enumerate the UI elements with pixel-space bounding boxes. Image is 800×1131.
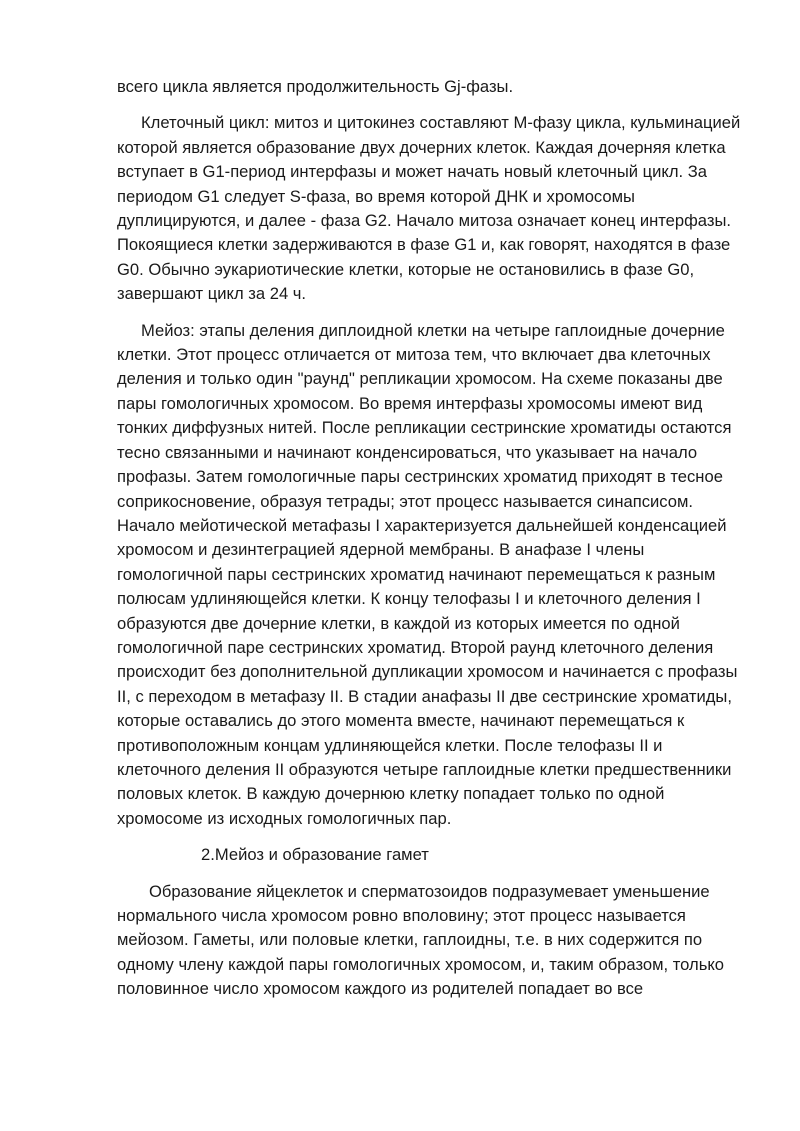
paragraph-gametes: Образование яйцеклеток и сперматозоидов подразумевает уменьшение нормального числа хромосом ровно вполовину; этот процесс называется мейозом. Гаметы, или половые клетки, гаплоидны, т.е. в них содержится по одному члену каждой пары гомологичных хромосом, и, таким образом, только половинное число хромосом каждого из родителей попадает во все xyxy=(117,881,725,999)
section-heading: 2.Мейоз и образование гамет xyxy=(201,845,429,865)
paragraph-cell-cycle: Клеточный цикл: митоз и цитокинез составляют М-фазу цикла, кульминацией которой является образование двух дочерних клеток. Каждая дочерняя клетка вступает в G1-период интерфазы и может начать новый клеточный цикл. За периодом G1 следует S-фаза, во время которой ДНК и хромосомы дуплицируются, и далее - фаза G2. Начало митоза означает конец интерфазы. Покоящиеся клетки задерживаются в фазе G1 и, как говорят, находятся в фазе G0. Обычно эукариотические клетки, которые не остановились в фазе G0, завершают цикл за 24 ч. xyxy=(117,113,741,304)
document-body xyxy=(117,75,745,1014)
paragraph-continuation: всего цикла является продолжительность Gj-фазы. xyxy=(117,77,514,96)
paragraph-meiosis: Мейоз: этапы деления диплоидной клетки на четыре гаплоидные дочерние клетки. Этот процесс отличается от митоза тем, что включает два клеточных деления и только один "раунд" репликации хромосом. На схеме показаны две пары гомологичных хромосом. Во время интерфазы хромосомы имеют вид тонких диффузных нитей. После репликации сестринские хроматиды остаются тесно связанными и начинают конденсироваться, что указывает на начало профазы. Затем гомологичные пары сестринских хроматид приходят в тесное соприкосновение, образуя тетрады; этот процесс называется синапсисом. Начало мейотической метафазы I характеризуется дальнейшей конденсацией хромосом и дезинтеграцией ядерной мембраны. В анафазе I члены гомологичной пары сестринских хроматид начинают перемещаться к разным полюсам удлиняющейся клетки. К концу телофазы I и клеточного деления I образуются две дочерние клетки, в каждой из которых имеется по одной гомологичной паре сестринских хроматид. Второй раунд клеточного деления происходит без дополнительной дупликации хромосом и начинается с профазы II, с переходом в метафазу II. В стадии анафазы II две сестринские хроматиды, которые оставались до этого момента вместе, начинают перемещаться к противоположным концам удлиняющейся клетки. После телофазы II и клеточного деления II образуются четыре гаплоидные клетки предшественники половых клеток. В каждую дочернюю клетку попадает только по одной хромосоме из исходных гомологичных пар. xyxy=(117,320,738,828)
